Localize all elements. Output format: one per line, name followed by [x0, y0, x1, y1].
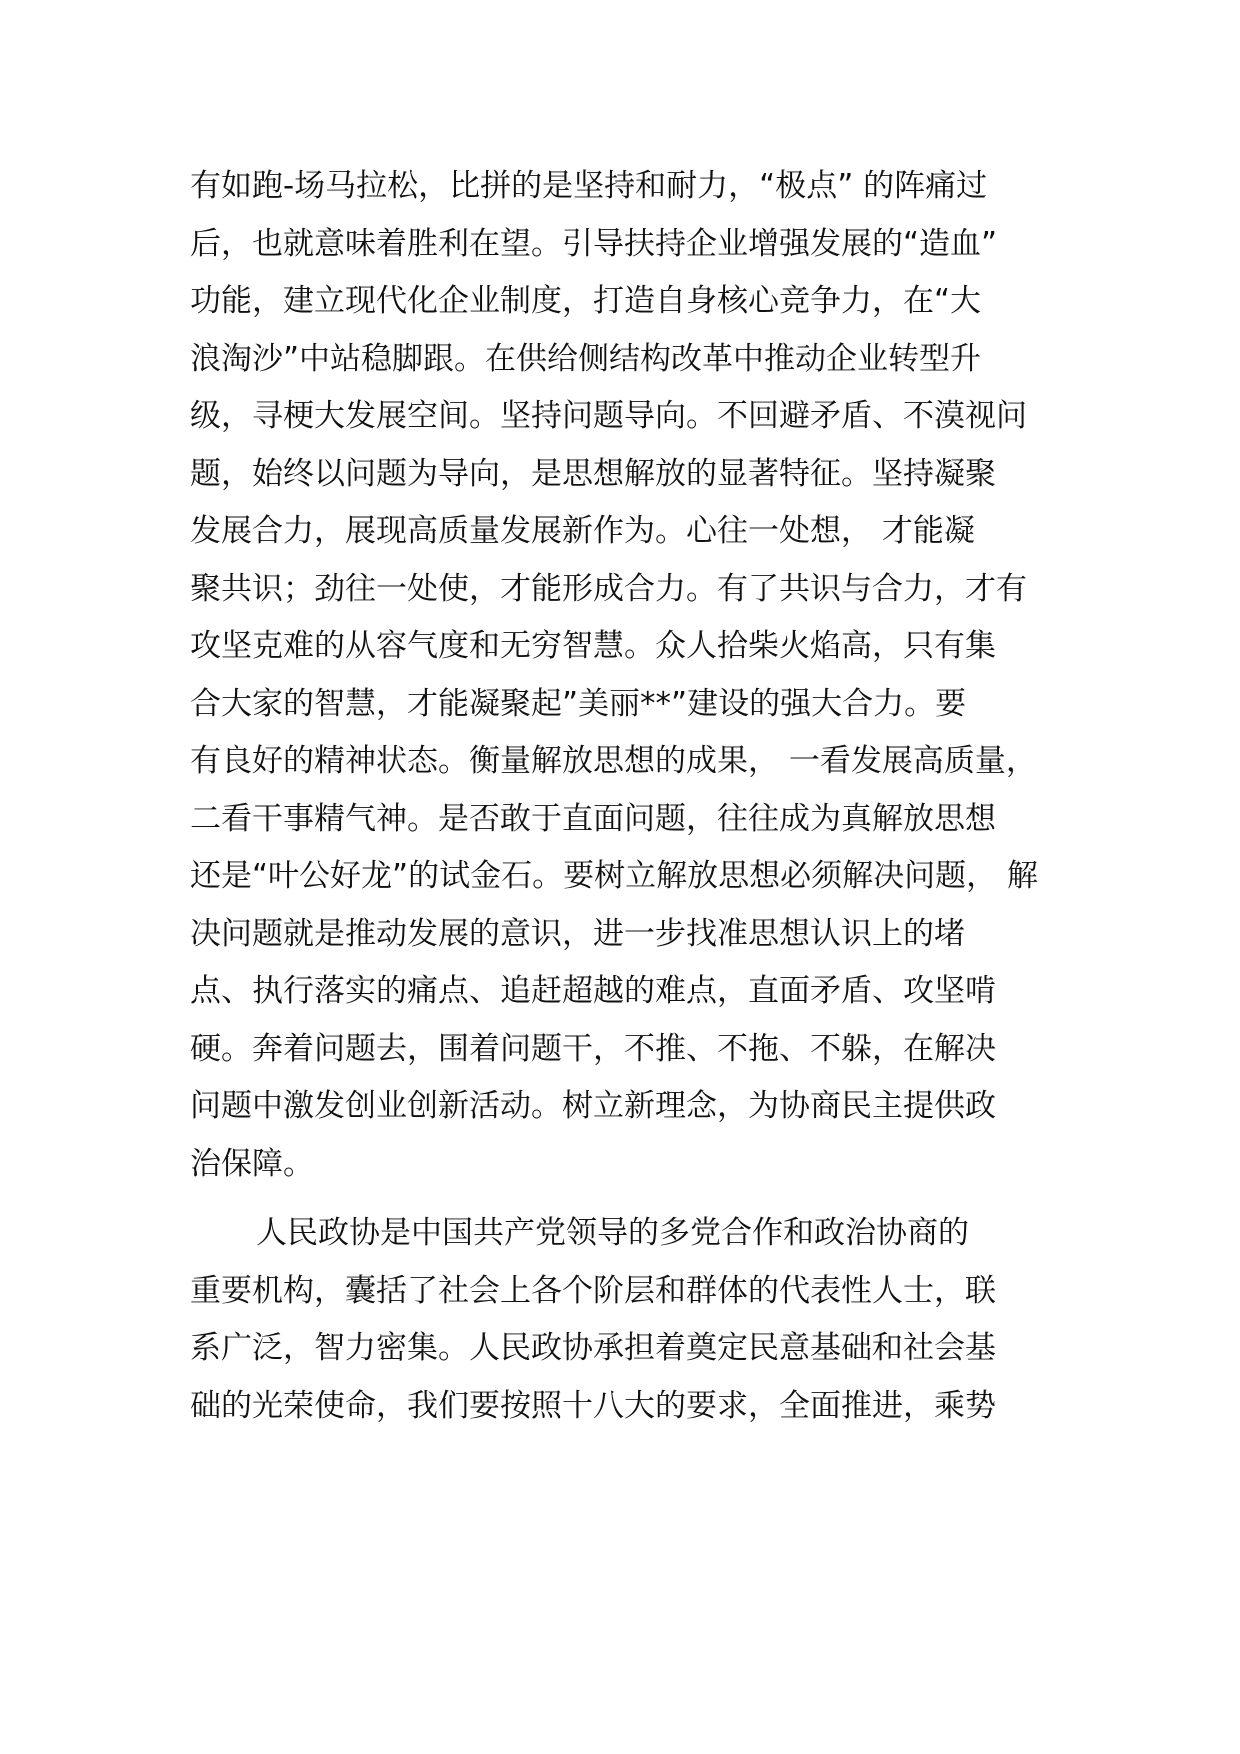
paragraph-1 — [190, 158, 1070, 1193]
text-line: 有良好的精神状态。衡量解放思想的成果， 一看发展高质量， — [190, 743, 1037, 779]
text-line: 点、执行落实的痛点、追赶超越的难点，直面矛盾、攻坚啃 — [190, 973, 996, 1009]
document-body — [190, 158, 1070, 1435]
text-line: 重要机构，囊括了社会上各个阶层和群体的代表性人士，联 — [190, 1272, 996, 1309]
text-line: 攻坚克难的从容气度和无穷智慧。众人拾柴火焰高，只有集 — [190, 628, 996, 664]
text-line: 二看干事精气神。是否敢于直面问题，往往成为真解放思想 — [190, 800, 996, 837]
text-line: 级，寻梗大发展空间。坚持问题导向。不回避矛盾、不漠视问 — [190, 398, 1027, 434]
text-line: 人民政协是中国共产党领导的多党合作和政治协商的 — [256, 1215, 969, 1251]
text-line: 决问题就是推动发展的意识，进一步找准思想认识上的堵 — [190, 915, 965, 952]
text-line: 系广泛，智力密集。人民政协承担着奠定民意基础和社会基 — [190, 1330, 996, 1366]
text-line: 功能，建立现代化企业制度，打造自身核心竞争力，在“大 — [190, 283, 982, 319]
text-line: 治保障。 — [190, 1145, 314, 1182]
text-line: 聚共识；劲往一处使，才能形成合力。有了共识与合力，才有 — [190, 570, 1027, 607]
text-line: 问题中激发创业创新活动。树立新理念，为协商民主提供政 — [190, 1088, 996, 1124]
text-line: 础的光荣使命，我们要按照十八大的要求，全面推进，乘势 — [190, 1387, 996, 1424]
text-line: 发展合力，展现高质量发展新作为。心往一处想， 才能凝 — [190, 513, 975, 549]
text-line: 题，始终以问题为导向，是思想解放的显著特征。坚持凝聚 — [190, 455, 996, 492]
text-line: 硬。奔着问题去，围着问题干，不推、不拖、不躲，在解决 — [190, 1030, 996, 1067]
paragraph-2 — [190, 1205, 1070, 1435]
text-line: 后，也就意味着胜利在望。引导扶持企业增强发展的“造血” — [190, 225, 998, 262]
text-line: 有如跑-场马拉松，比拼的是坚持和耐力，“极点” 的阵痛过 — [190, 168, 988, 204]
paragraph-spacer — [190, 1193, 1070, 1205]
text-line: 还是“叶公好龙”的试金石。要树立解放思想必须解决问题， 解 — [190, 858, 1038, 894]
text-line: 合大家的智慧，才能凝聚起”美丽**”建设的强大合力。要 — [190, 685, 967, 722]
text-line: 浪淘沙”中站稳脚跟。在供给侧结构改革中推动企业转型升 — [190, 340, 982, 377]
